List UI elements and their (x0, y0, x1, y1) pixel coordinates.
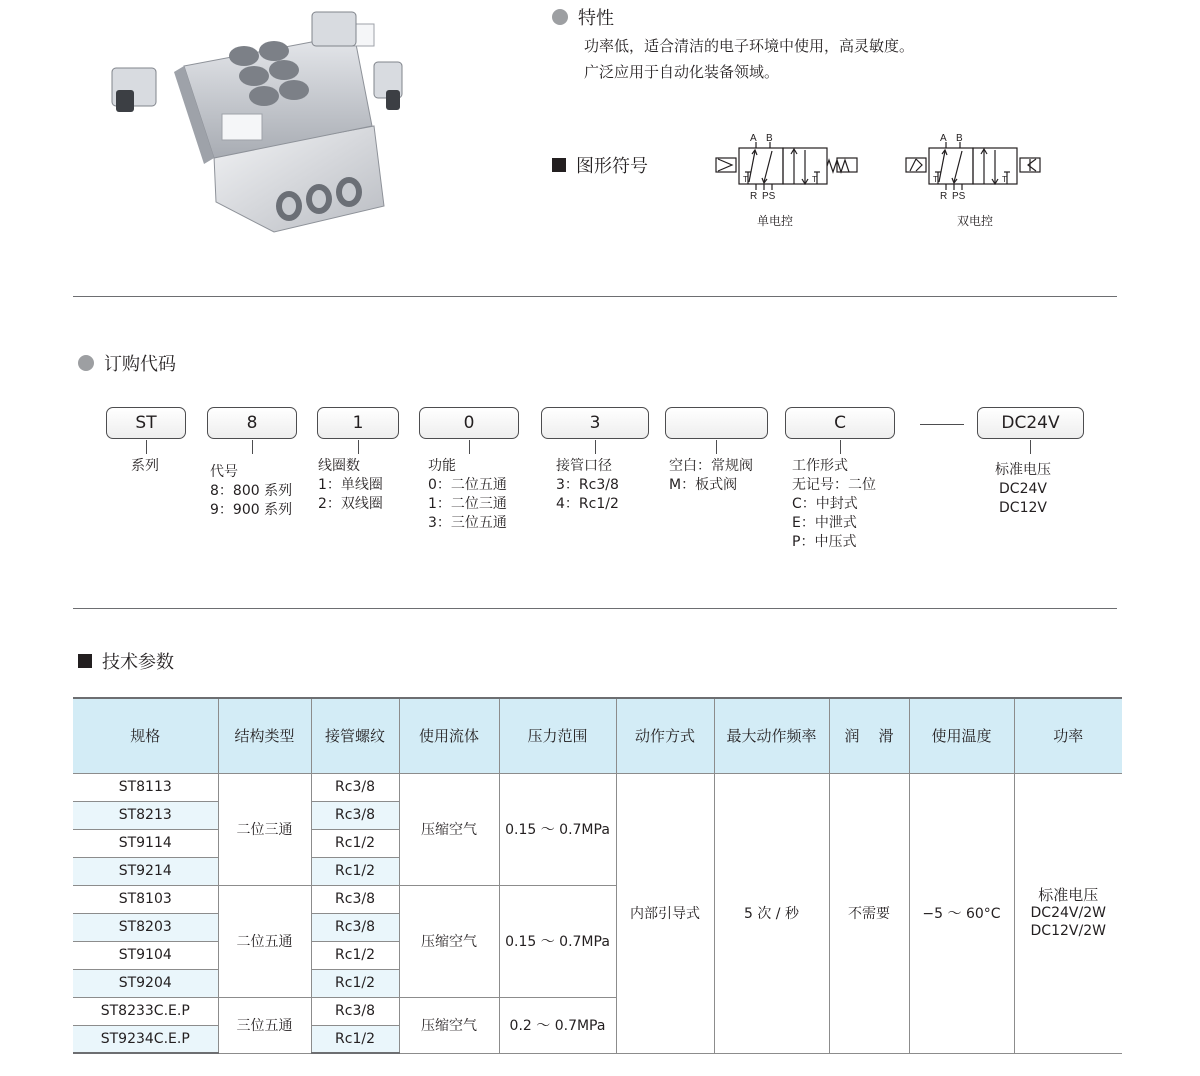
code-desc-number: 代号 8：800 系列 9：900 系列 (210, 464, 293, 518)
cell-lubrication: 不需要 (829, 773, 909, 1053)
code-desc-function: 功能 0：二位五通 1：二位三通 3：三位五通 (428, 458, 507, 531)
cell-thread: Rc3/8 (311, 997, 399, 1025)
cell-model: ST9114 (73, 829, 218, 857)
cell-frequency: 5 次 / 秒 (714, 773, 829, 1053)
cell-thread: Rc1/2 (311, 969, 399, 997)
symbols-title: 图形符号 (576, 156, 648, 177)
code-stem (840, 440, 841, 454)
code-box-series: ST (106, 407, 186, 439)
cell-thread: Rc1/2 (311, 1025, 399, 1053)
header-lubrication: 润 滑 (829, 698, 909, 773)
port-label-a: A (940, 133, 947, 144)
cell-action: 内部引导式 (616, 773, 714, 1053)
features-title: 特性 (578, 8, 614, 29)
cell-model: ST9204 (73, 969, 218, 997)
code-box-number: 8 (207, 407, 297, 439)
cell-pressure: 0.2 ～ 0.7MPa (499, 997, 616, 1053)
code-desc-coil: 线圈数 1：单线圈 2：双线圈 (318, 458, 383, 512)
header-fluid: 使用流体 (399, 698, 499, 773)
tech-params-title: 技术参数 (102, 652, 174, 673)
order-code-title: 订购代码 (104, 354, 176, 375)
bullet-square-icon (78, 654, 92, 668)
cell-fluid: 压缩空气 (399, 885, 499, 997)
cell-model: ST8113 (73, 773, 218, 801)
power-line: DC12V/2W (1030, 923, 1106, 939)
port-label-b: B (956, 133, 963, 144)
port-label-r: R (940, 191, 948, 200)
cell-thread: Rc3/8 (311, 801, 399, 829)
section-divider (73, 608, 1117, 609)
power-title: 标准电压 (1038, 886, 1099, 904)
cell-temperature: −5 ～ 60°C (909, 773, 1014, 1053)
port-label-ps: PS (762, 191, 776, 200)
code-desc-series: 系列 (131, 458, 159, 474)
cell-power (1014, 773, 1122, 1053)
port-label-r: R (750, 191, 758, 200)
code-box-function: 0 (419, 407, 519, 439)
bullet-square-icon (552, 158, 566, 172)
cell-structure: 三位五通 (218, 997, 311, 1053)
port-label-b: B (766, 133, 773, 144)
code-separator-dash (920, 424, 964, 425)
cell-model: ST8213 (73, 801, 218, 829)
header-frequency: 最大动作频率 (714, 698, 829, 773)
cell-thread: Rc3/8 (311, 885, 399, 913)
code-desc-voltage: 标准电压 DC24V DC12V (995, 462, 1051, 516)
cell-thread: Rc1/2 (311, 857, 399, 885)
cell-model: ST9234C.E.P (73, 1025, 218, 1053)
cell-thread: Rc1/2 (311, 829, 399, 857)
cell-model: ST8203 (73, 913, 218, 941)
tech-params-heading (78, 648, 174, 674)
code-stem (358, 440, 359, 454)
cell-model: ST8233C.E.P (73, 997, 218, 1025)
section-divider (73, 296, 1117, 297)
code-box-mount (665, 407, 768, 439)
bullet-dot-icon (552, 9, 568, 25)
code-box-working-type: C (785, 407, 895, 439)
port-label-t: T (743, 175, 748, 184)
code-stem (1030, 440, 1031, 454)
cell-model: ST9214 (73, 857, 218, 885)
cell-thread: Rc1/2 (311, 941, 399, 969)
code-stem (716, 440, 717, 454)
symbols-heading (552, 152, 648, 178)
code-box-port-size: 3 (541, 407, 649, 439)
cell-structure: 二位五通 (218, 885, 311, 997)
cell-thread: Rc3/8 (311, 913, 399, 941)
cell-model: ST8103 (73, 885, 218, 913)
header-spec: 规格 (73, 698, 218, 773)
spec-table (73, 697, 1122, 1054)
code-stem (595, 440, 596, 454)
single-solenoid-symbol (712, 132, 862, 200)
cell-fluid: 压缩空气 (399, 997, 499, 1053)
feature-line: 广泛应用于自动化装备领域。 (584, 63, 780, 81)
cell-structure: 二位三通 (218, 773, 311, 885)
header-structure: 结构类型 (218, 698, 311, 773)
header-action: 动作方式 (616, 698, 714, 773)
cell-thread: Rc3/8 (311, 773, 399, 801)
port-label-t: T (933, 175, 938, 184)
cell-pressure: 0.15 ～ 0.7MPa (499, 773, 616, 885)
code-stem (252, 440, 253, 454)
valve-manifold-illustration (104, 6, 404, 234)
bullet-dot-icon (78, 355, 94, 371)
double-solenoid-caption: 双电控 (957, 214, 994, 228)
code-box-voltage: DC24V (977, 407, 1084, 439)
cell-model: ST9104 (73, 941, 218, 969)
table-row (73, 773, 1122, 801)
code-desc-port-size: 接管口径 3：Rc3/8 4：Rc1/2 (556, 458, 619, 512)
header-power: 功率 (1014, 698, 1122, 773)
order-code-heading (78, 350, 176, 376)
code-desc-mount: 空白：常规阀 M：板式阀 (669, 458, 753, 493)
cell-pressure: 0.15 ～ 0.7MPa (499, 885, 616, 997)
port-label-t: T (812, 175, 817, 184)
header-thread: 接管螺纹 (311, 698, 399, 773)
single-solenoid-caption: 单电控 (757, 214, 794, 228)
header-temperature: 使用温度 (909, 698, 1014, 773)
code-desc-working-type: 工作形式 无记号：二位 C：中封式 E：中泄式 P：中压式 (792, 458, 876, 550)
code-stem (469, 440, 470, 454)
code-box-coil: 1 (317, 407, 399, 439)
code-stem (146, 440, 147, 454)
port-label-ps: PS (952, 191, 966, 200)
port-label-a: A (750, 133, 757, 144)
feature-line: 功率低，适合清洁的电子环境中使用，高灵敏度。 (584, 37, 915, 55)
features-heading (552, 4, 614, 30)
cell-fluid: 压缩空气 (399, 773, 499, 885)
power-line: DC24V/2W (1030, 905, 1106, 921)
port-label-t: T (1002, 175, 1007, 184)
table-header-row (73, 698, 1122, 773)
double-solenoid-symbol (902, 132, 1052, 200)
product-photo (104, 6, 404, 234)
header-pressure: 压力范围 (499, 698, 616, 773)
